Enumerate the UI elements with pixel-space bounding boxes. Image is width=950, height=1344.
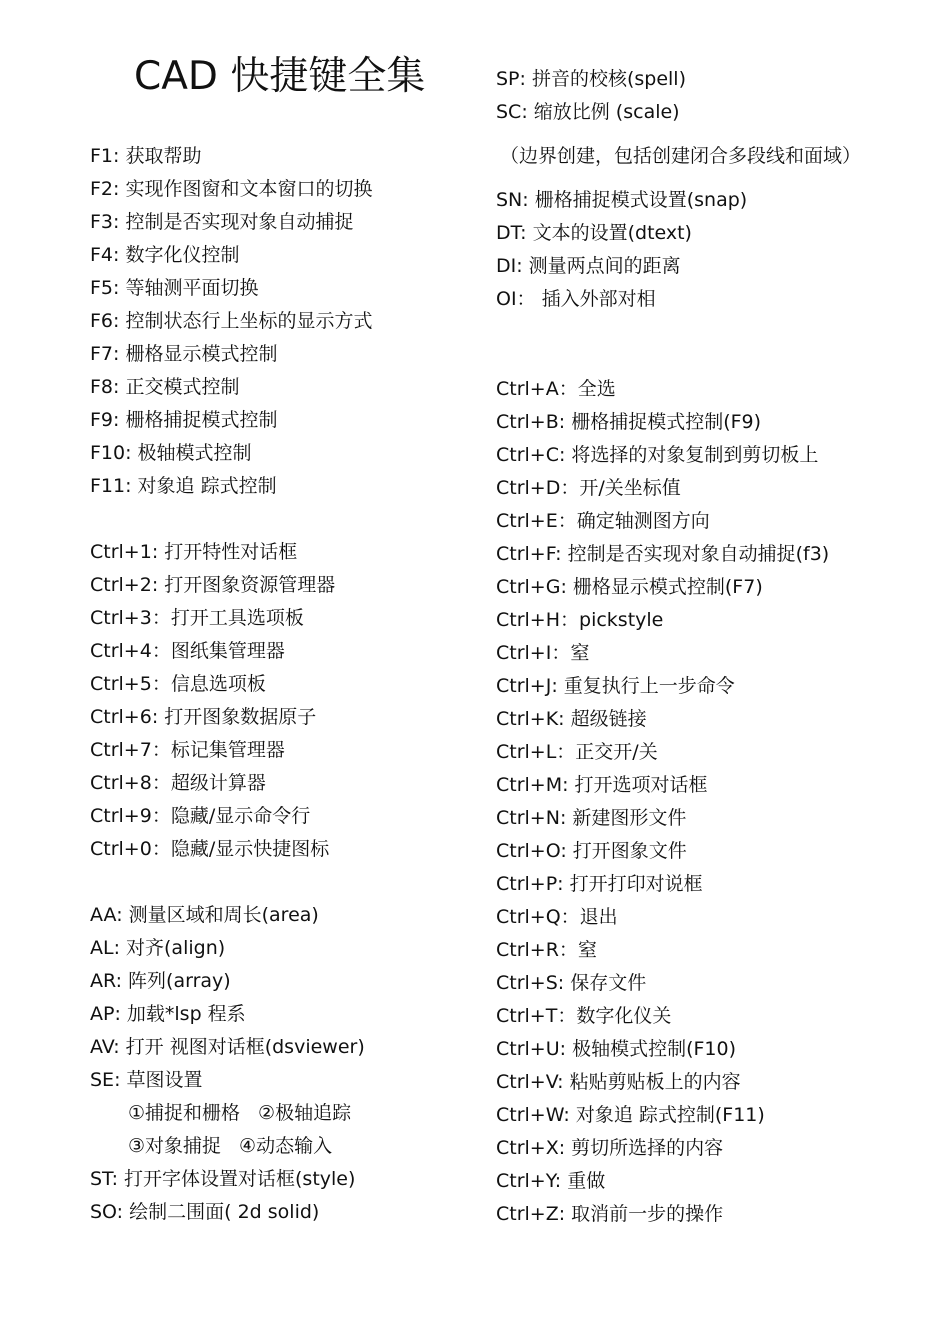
shortcut-line-ctrl-x: Ctrl+X: 剪切所选择的内容 xyxy=(496,1137,724,1159)
shortcut-line-di: DI: 测量两点间的距离 xyxy=(496,255,681,277)
page-title: CAD 快捷键全集 xyxy=(134,54,426,99)
shortcut-line-f2: F2: 实现作图窗和文本窗口的切换 xyxy=(90,178,373,200)
shortcut-line-ctrl-p: Ctrl+P: 打开打印对说框 xyxy=(496,873,703,895)
shortcut-line-aa: AA: 测量区域和周长(area) xyxy=(90,904,319,926)
shortcut-line-ctrl-b: Ctrl+B: 栅格捕捉模式控制(F9) xyxy=(496,411,762,433)
section-spacer xyxy=(496,316,936,373)
shortcut-line-se: SE: 草图设置 xyxy=(90,1069,203,1091)
se-option-row xyxy=(90,1097,480,1130)
se-option: ①捕捉和栅格 xyxy=(128,1102,241,1124)
shortcut-line-ctrl-o: Ctrl+O: 打开图象文件 xyxy=(496,840,687,862)
shortcut-line-ctrl-v: Ctrl+V: 粘贴剪贴板上的内容 xyxy=(496,1071,741,1093)
shortcut-line-ctrl-t: Ctrl+T：数字化仪关 xyxy=(496,1005,672,1027)
boundary-note: （边界创建，包括创建闭合多段线和面域） xyxy=(500,145,862,167)
se-option-row xyxy=(90,1130,480,1163)
shortcut-line-ctrl-8: Ctrl+8：超级计算器 xyxy=(90,772,266,794)
se-option: ③对象捕捉 xyxy=(128,1135,222,1157)
shortcut-line-ctrl-e: Ctrl+E：确定轴测图方向 xyxy=(496,510,710,532)
section-spacer xyxy=(90,503,480,536)
shortcut-line-oi: OI： 插入外部对相 xyxy=(496,288,656,310)
shortcut-line-ctrl-5: Ctrl+5：信息选项板 xyxy=(90,673,266,695)
left-column xyxy=(90,140,480,1229)
shortcut-line-ctrl-d: Ctrl+D：开/关坐标值 xyxy=(496,477,681,499)
section-spacer xyxy=(496,173,936,184)
shortcut-line-ar: AR: 阵列(array) xyxy=(90,970,231,992)
shortcut-line-ctrl-u: Ctrl+U: 极轴模式控制(F10) xyxy=(496,1038,737,1060)
shortcut-line-sc: SC: 缩放比例 (scale) xyxy=(496,101,680,123)
shortcut-line-al: AL: 对齐(align) xyxy=(90,937,226,959)
shortcut-line-ctrl-l: Ctrl+L：正交开/关 xyxy=(496,741,658,763)
shortcut-line-ctrl-y: Ctrl+Y: 重做 xyxy=(496,1170,606,1192)
shortcut-line-st: ST: 打开字体设置对话框(style) xyxy=(90,1168,356,1190)
shortcut-line-ctrl-f: Ctrl+F: 控制是否实现对象自动捕捉(f3) xyxy=(496,543,830,565)
shortcut-line-f10: F10: 极轴模式控制 xyxy=(90,442,252,464)
top-command-list xyxy=(496,63,936,129)
shortcut-line-ctrl-3: Ctrl+3：打开工具选项板 xyxy=(90,607,304,629)
shortcut-line-f8: F8: 正交模式控制 xyxy=(90,376,240,398)
shortcut-line-ctrl-1: Ctrl+1: 打开特性对话框 xyxy=(90,541,298,563)
shortcut-line-ctrl-9: Ctrl+9：隐藏/显示命令行 xyxy=(90,805,311,827)
shortcut-line-f4: F4: 数字化仪控制 xyxy=(90,244,240,266)
shortcut-line-ctrl-w: Ctrl+W: 对象追 踪式控制(F11) xyxy=(496,1104,765,1126)
shortcut-line-ctrl-r: Ctrl+R：窒 xyxy=(496,939,597,961)
shortcut-line-f3: F3: 控制是否实现对象自动捕捉 xyxy=(90,211,354,233)
shortcut-line-ctrl-i: Ctrl+I：窒 xyxy=(496,642,590,664)
shortcut-line-ctrl-n: Ctrl+N: 新建图形文件 xyxy=(496,807,687,829)
shortcut-line-ctrl-q: Ctrl+Q：退出 xyxy=(496,906,618,928)
shortcut-line-f5: F5: 等轴测平面切换 xyxy=(90,277,259,299)
shortcut-line-ctrl-4: Ctrl+4：图纸集管理器 xyxy=(90,640,285,662)
section-spacer xyxy=(90,866,480,899)
letter-command-list xyxy=(90,899,480,1229)
shortcut-line-f6: F6: 控制状态行上坐标的显示方式 xyxy=(90,310,373,332)
shortcut-line-ap: AP: 加载*lsp 程系 xyxy=(90,1003,246,1025)
function-key-list xyxy=(90,140,480,503)
mid-command-list xyxy=(496,184,936,316)
shortcut-line-ctrl-j: Ctrl+J: 重复执行上一步命令 xyxy=(496,675,735,697)
ctrl-letter-list xyxy=(496,373,936,1231)
shortcut-line-ctrl-k: Ctrl+K: 超级链接 xyxy=(496,708,647,730)
shortcut-line-f7: F7: 栅格显示模式控制 xyxy=(90,343,278,365)
shortcut-line-f1: F1: 获取帮助 xyxy=(90,145,202,167)
shortcut-line-so: SO: 绘制二围面( 2d solid) xyxy=(90,1201,320,1223)
shortcut-line-dt: DT: 文本的设置(dtext) xyxy=(496,222,692,244)
right-column xyxy=(496,63,936,1231)
shortcut-line-ctrl-2: Ctrl+2: 打开图象资源管理器 xyxy=(90,574,336,596)
shortcut-line-ctrl-s: Ctrl+S: 保存文件 xyxy=(496,972,647,994)
shortcut-line-sp: SP: 拼音的校核(spell) xyxy=(496,68,686,90)
ctrl-number-list xyxy=(90,536,480,866)
shortcut-line-ctrl-z: Ctrl+Z: 取消前一步的操作 xyxy=(496,1203,724,1225)
shortcut-line-ctrl-h: Ctrl+H：pickstyle xyxy=(496,609,664,631)
shortcut-line-f11: F11: 对象追 踪式控制 xyxy=(90,475,277,497)
se-option: ②极轴追踪 xyxy=(258,1102,352,1124)
shortcut-line-ctrl-a: Ctrl+A：全选 xyxy=(496,378,616,400)
shortcut-line-ctrl-m: Ctrl+M: 打开选项对话框 xyxy=(496,774,708,796)
shortcut-line-ctrl-c: Ctrl+C: 将选择的对象复制到剪切板上 xyxy=(496,444,819,466)
shortcut-line-ctrl-g: Ctrl+G: 栅格显示模式控制(F7) xyxy=(496,576,763,598)
section-spacer xyxy=(496,129,936,140)
shortcut-line-av: AV: 打开 视图对话框(dsviewer) xyxy=(90,1036,365,1058)
shortcut-line-ctrl-0: Ctrl+0：隐藏/显示快捷图标 xyxy=(90,838,330,860)
shortcut-line-ctrl-6: Ctrl+6: 打开图象数据原子 xyxy=(90,706,317,728)
shortcut-line-ctrl-7: Ctrl+7：标记集管理器 xyxy=(90,739,285,761)
shortcut-line-sn: SN: 栅格捕捉模式设置(snap) xyxy=(496,189,748,211)
shortcut-line-f9: F9: 栅格捕捉模式控制 xyxy=(90,409,278,431)
se-option: ④动态输入 xyxy=(239,1135,333,1157)
